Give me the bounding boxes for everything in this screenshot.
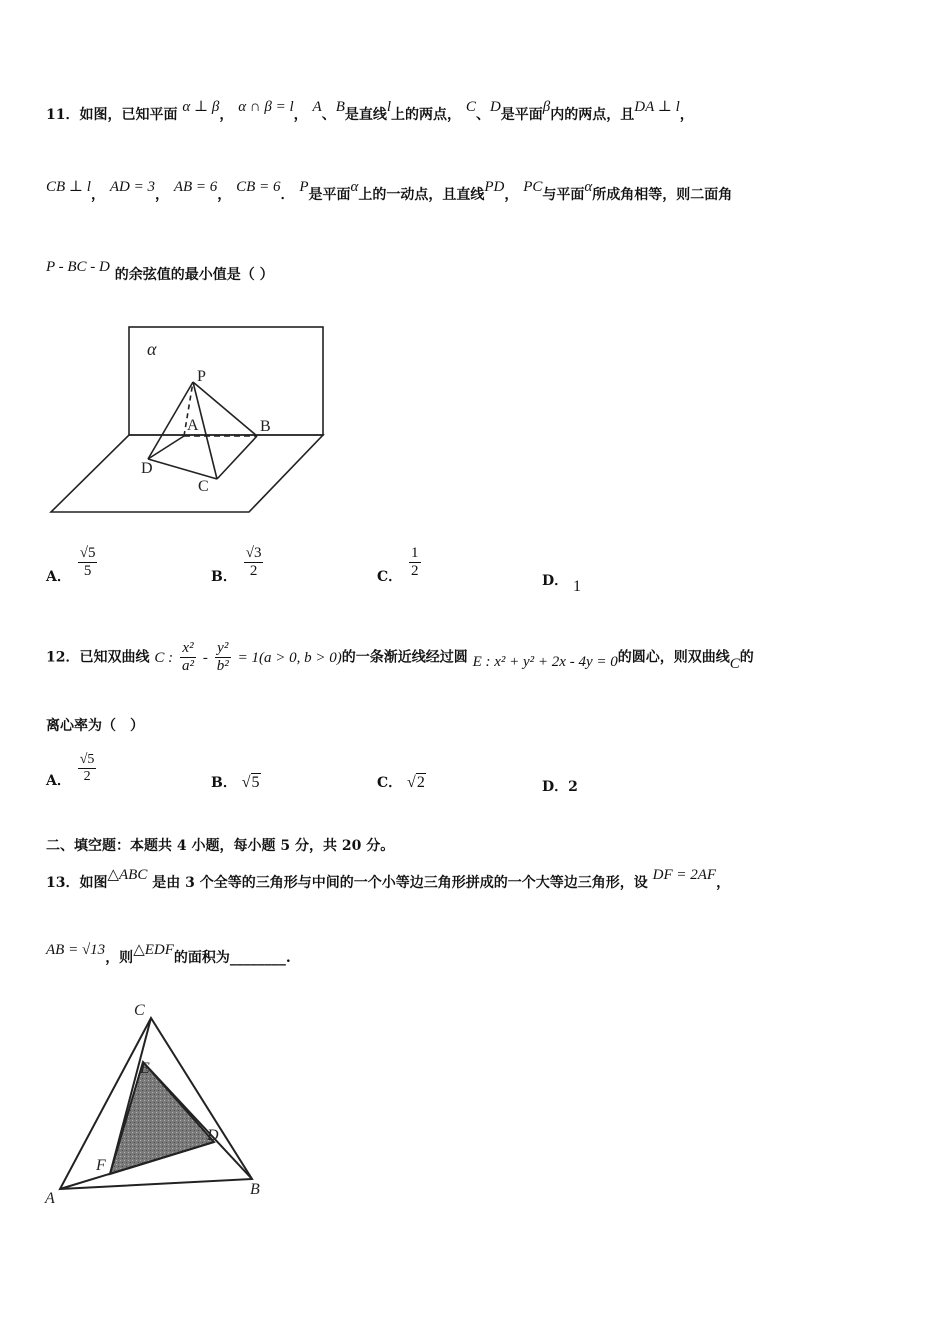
option-label: C．: [377, 568, 403, 585]
q11-math-C: C: [465, 99, 476, 115]
fraction: [78, 545, 98, 580]
sqrt-expression: √2: [407, 774, 425, 791]
q11-math-perp: α ⊥ β: [182, 99, 220, 115]
q11-option-b[interactable]: [211, 545, 265, 585]
q11-math-CB-val: CB = 6: [236, 179, 281, 195]
q11-text: 是直线: [344, 107, 387, 123]
numerator: √3: [245, 545, 262, 561]
q11-sep: ，: [90, 187, 105, 203]
denominator: a²: [181, 658, 194, 674]
q11-text: 是平面: [308, 187, 351, 203]
q12-option-c[interactable]: [377, 772, 426, 792]
denominator: 2: [83, 769, 91, 784]
fig13-label-F: F: [96, 1157, 106, 1174]
q11-sep: ，: [679, 107, 694, 123]
q11-text: 内的两点，且: [550, 107, 635, 123]
q11-sep: ，: [217, 187, 232, 203]
q13-lead: 如图: [79, 875, 108, 891]
q13-math-tri: △ABC: [107, 867, 148, 883]
q12-line-1: [46, 640, 754, 675]
q12-option-d[interactable]: [542, 776, 578, 796]
q12-math-circle: E : x² + y² + 2x - 4y = 0: [472, 653, 618, 670]
option-label: C．: [377, 775, 403, 791]
q12-number: 12．: [46, 649, 80, 666]
numerator: √5: [79, 545, 96, 561]
q11-math-AB: AB = 6: [173, 179, 218, 195]
minus-sign: -: [202, 649, 208, 666]
fraction: [78, 752, 97, 785]
q11-number: 11．: [46, 107, 80, 123]
option-value: 1: [573, 578, 582, 595]
q11-figure: [46, 318, 336, 518]
q13-text: 是由 3 个全等的三角形与中间的一个小等边三角形拼成的一个大等边三角形，设: [152, 875, 648, 891]
q13-sep: ，: [716, 875, 731, 891]
q11-question: 的余弦值的最小值是（ ）: [114, 267, 274, 283]
q11-math-D: D: [489, 99, 501, 115]
q11-sep: ．: [280, 187, 295, 203]
q11-text: 与平面: [542, 187, 585, 203]
q13-figure: [40, 996, 280, 1211]
q11-sep: 、: [321, 107, 336, 123]
option-label: A．: [46, 772, 71, 789]
fig11-label-C: C: [198, 478, 209, 495]
denominator: 2: [249, 563, 258, 579]
q11-math-AD: AD = 3: [109, 179, 155, 195]
q11-option-a[interactable]: [46, 545, 99, 585]
q11-math-cap: α ∩ β = l: [238, 99, 294, 115]
q13-math-DF: DF = 2AF: [652, 867, 717, 883]
fraction: [409, 545, 421, 580]
option-label: A．: [46, 568, 71, 585]
fraction-x2-a2: [180, 640, 196, 675]
q11-line-3: [46, 259, 274, 284]
q11-sep: ，: [293, 107, 308, 123]
q11-math-beta: β: [542, 99, 551, 115]
fraction: [244, 545, 264, 580]
section-heading: 二、填空题：本题共 4 小题，每小题 5 分，共 20 分。: [46, 838, 395, 854]
option-label: D．: [542, 779, 569, 795]
q11-option-d[interactable]: [542, 570, 582, 595]
q11-math-CB: CB ⊥ l: [46, 179, 91, 195]
q12-line-2: 离心率为（ ）: [46, 718, 144, 734]
q12-math-eq: = 1(a > 0, b > 0): [237, 649, 342, 666]
q13-math-AB: AB = √13: [46, 942, 106, 958]
denominator: 2: [411, 563, 419, 579]
numerator: y²: [215, 640, 231, 658]
fig11-label-B: B: [260, 418, 271, 435]
q11-math-A: A: [312, 99, 322, 115]
q11-option-c[interactable]: [377, 545, 423, 585]
q11-text: 上的一动点，且直线: [358, 187, 485, 203]
q12-option-b[interactable]: [211, 772, 261, 792]
q11-sep: ，: [154, 187, 169, 203]
q11-math-dihedral: P - BC - D: [46, 259, 110, 275]
q13-text: ，则: [105, 950, 134, 966]
option-label: B．: [211, 775, 237, 791]
sqrt-expression: √5: [241, 774, 260, 791]
denominator: b²: [216, 658, 229, 674]
q13-line-1: [46, 867, 731, 892]
fig11-label-alpha: α: [147, 339, 157, 359]
q11-math-l: l: [386, 99, 392, 115]
fig11-label-P: P: [197, 368, 206, 385]
q11-text: 所成角相等，则二面角: [592, 187, 733, 203]
numerator: √5: [79, 752, 95, 767]
q12-text: 的圆心，则双曲线: [617, 649, 730, 666]
q11-sep: 、: [475, 107, 490, 123]
fig11-label-D: D: [141, 460, 153, 477]
radicand: 5: [251, 774, 260, 791]
q13-number: 13．: [46, 875, 80, 891]
q11-line-2: [46, 179, 733, 204]
q13-math-EDF: △EDF: [133, 942, 174, 958]
numerator: x²: [180, 640, 196, 658]
q11-math-P: P: [299, 179, 309, 195]
q11-text: 上的两点，: [391, 107, 462, 123]
fig13-label-E: E: [140, 1060, 150, 1077]
option-label: D．: [542, 573, 569, 589]
fig11-label-A: A: [187, 417, 199, 434]
q11-math-alpha2: α: [584, 179, 593, 195]
q11-lead: 如图，已知平面: [79, 107, 178, 123]
fig13-label-B: B: [250, 1181, 260, 1198]
q11-math-alpha: α: [350, 179, 359, 195]
q11-math-PC: PC: [523, 179, 543, 195]
q11-math-PD: PD: [484, 179, 505, 195]
q13-text: 的面积为________.: [173, 950, 291, 966]
denominator: 5: [83, 563, 92, 579]
q12-math-C: C :: [154, 649, 174, 666]
fraction-y2-b2: [215, 640, 231, 675]
option-label: B．: [211, 568, 237, 585]
fig13-label-A: A: [45, 1190, 55, 1207]
radicand: 2: [416, 774, 425, 791]
q12-lead: 已知双曲线: [79, 649, 150, 666]
q11-sep: ，: [219, 107, 234, 123]
q11-math-B: B: [335, 99, 345, 115]
fig13-label-D: D: [207, 1127, 219, 1144]
numerator: 1: [411, 545, 419, 561]
q12-option-a[interactable]: [46, 752, 98, 789]
q11-sep: ，: [504, 187, 519, 203]
q11-math-DA: DA ⊥ l: [634, 99, 680, 115]
q11-text: 是平面: [500, 107, 543, 123]
q12-math-C2: C: [729, 655, 740, 672]
q13-line-2: [46, 942, 291, 967]
q12-text: 的: [739, 649, 754, 666]
fig13-label-C: C: [134, 1002, 145, 1019]
option-value: 2: [568, 779, 578, 795]
q12-text: 的一条渐近线经过圆: [341, 649, 468, 666]
q11-line-1: [46, 99, 694, 124]
